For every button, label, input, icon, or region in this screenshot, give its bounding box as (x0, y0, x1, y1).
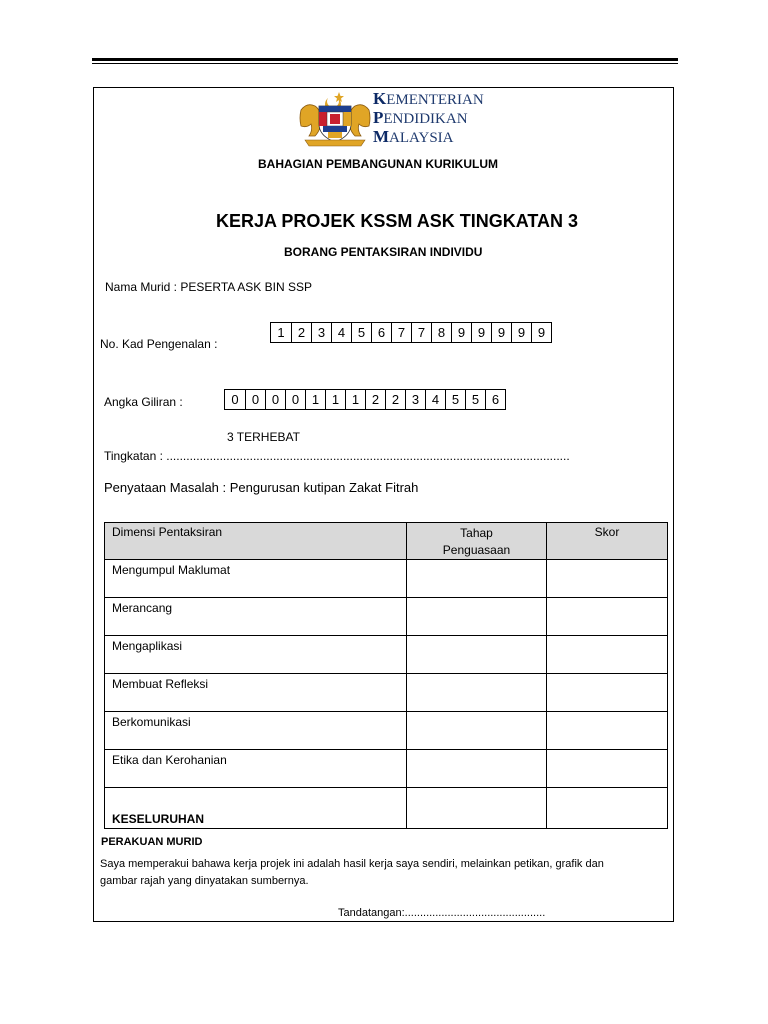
score-cell[interactable] (547, 560, 668, 598)
malaysia-coat-of-arms-icon (295, 90, 375, 148)
ic-digit: 9 (531, 323, 551, 342)
assessment-table (104, 522, 668, 829)
header-score: Skor (547, 523, 668, 560)
level-cell[interactable] (407, 598, 547, 636)
ministry-line-3-rest: ALAYSIA (389, 130, 454, 146)
declaration-line-1: Saya memperakui bahawa kerja projek ini adalah hasil kerja saya sendiri, melainkan petikan, grafik dan (100, 858, 604, 870)
class-value: 3 TERHEBAT (227, 430, 300, 444)
header-dimension: Dimensi Pentaksiran (105, 523, 407, 560)
row-label: Merancang (105, 598, 407, 636)
index-digit: 1 (345, 390, 365, 409)
header-level-line1: Tahap (460, 526, 493, 540)
ic-digit: 9 (451, 323, 471, 342)
index-digit: 5 (465, 390, 485, 409)
level-cell[interactable] (407, 674, 547, 712)
ic-digit: 2 (291, 323, 311, 342)
form-subtitle: BORANG PENTAKSIRAN INDIVIDU (284, 245, 483, 259)
ministry-name: KEMENTERIAN PENDIDIKAN MALAYSIA (373, 89, 484, 146)
declaration-line-2: gambar rajah yang dinyatakan sumbernya. (100, 875, 309, 887)
header-level-line2: Penguasaan (442, 543, 511, 557)
top-rule (92, 58, 678, 61)
ic-number-boxes (270, 322, 552, 343)
division-name: BAHAGIAN PEMBANGUNAN KURIKULUM (258, 157, 498, 171)
index-digit: 2 (365, 390, 385, 409)
table-row (105, 560, 668, 598)
table-row (105, 712, 668, 750)
level-cell[interactable] (407, 712, 547, 750)
ic-digit: 4 (331, 323, 351, 342)
level-cell[interactable] (407, 636, 547, 674)
table-row (105, 636, 668, 674)
ic-digit: 9 (511, 323, 531, 342)
index-digit: 1 (305, 390, 325, 409)
score-cell[interactable] (547, 674, 668, 712)
total-row (105, 788, 668, 829)
score-cell[interactable] (547, 750, 668, 788)
table-header-row (105, 523, 668, 560)
index-digit: 3 (405, 390, 425, 409)
ic-digit: 1 (277, 325, 285, 340)
index-number-boxes (224, 389, 506, 410)
level-cell[interactable] (407, 560, 547, 598)
ic-digit: 9 (471, 323, 491, 342)
signature-line[interactable]: Tandatangan:.............................................. (338, 907, 546, 919)
form-title: KERJA PROJEK KSSM ASK TINGKATAN 3 (216, 211, 579, 231)
top-rule-thin (92, 63, 678, 64)
ic-label: No. Kad Pengenalan : (100, 337, 218, 351)
table-row (105, 750, 668, 788)
score-cell[interactable] (547, 636, 668, 674)
header-level (407, 523, 547, 560)
declaration-heading: PERAKUAN MURID (101, 836, 203, 848)
table-row (105, 674, 668, 712)
row-label: Etika dan Kerohanian (105, 750, 407, 788)
index-digit: 0 (245, 390, 265, 409)
index-digit: 5 (445, 390, 465, 409)
ic-digit: 3 (311, 323, 331, 342)
ic-digit: 8 (431, 323, 451, 342)
index-label: Angka Giliran : (104, 395, 183, 409)
total-label: KESELURUHAN (105, 788, 407, 829)
class-label: Tingkatan : ......................................................................................................................... (104, 449, 570, 463)
ministry-line-2-rest: ENDIDIKAN (383, 111, 468, 127)
row-label: Berkomunikasi (105, 712, 407, 750)
table-row (105, 598, 668, 636)
index-digit: 0 (231, 392, 239, 407)
problem-statement: Penyataan Masalah : Pengurusan kutipan Zakat Fitrah (104, 480, 419, 495)
level-cell[interactable] (407, 750, 547, 788)
ic-digit: 9 (491, 323, 511, 342)
row-label: Mengaplikasi (105, 636, 407, 674)
ministry-line-1-rest: EMENTERIAN (386, 92, 484, 108)
student-name: Nama Murid : PESERTA ASK BIN SSP (105, 280, 312, 294)
index-digit: 4 (425, 390, 445, 409)
ic-digit: 6 (371, 323, 391, 342)
score-cell[interactable] (547, 712, 668, 750)
total-level-cell[interactable] (407, 788, 547, 829)
row-label: Membuat Refleksi (105, 674, 407, 712)
index-digit: 0 (285, 390, 305, 409)
score-cell[interactable] (547, 598, 668, 636)
index-digit: 6 (485, 390, 505, 409)
index-digit: 0 (265, 390, 285, 409)
ic-digit: 7 (411, 323, 431, 342)
row-label: Mengumpul Maklumat (105, 560, 407, 598)
index-digit: 2 (385, 390, 405, 409)
total-score-cell[interactable] (547, 788, 668, 829)
ic-digit: 7 (391, 323, 411, 342)
index-digit: 1 (325, 390, 345, 409)
ic-digit: 5 (351, 323, 371, 342)
